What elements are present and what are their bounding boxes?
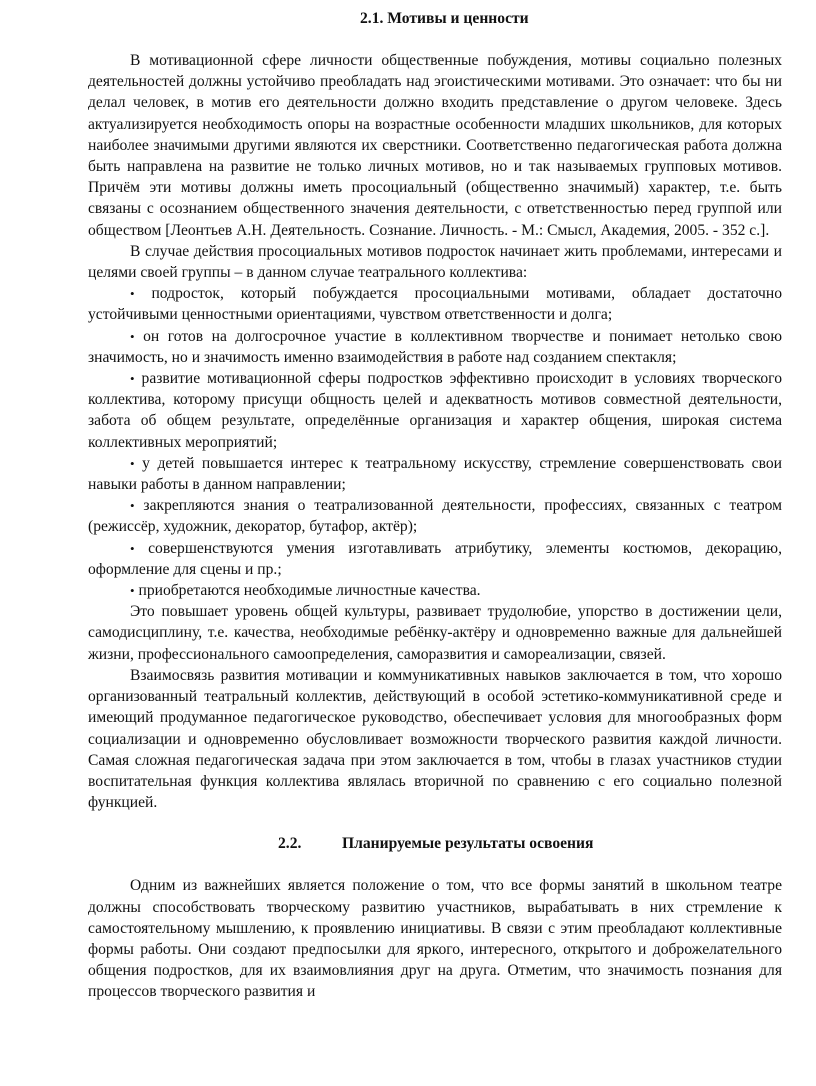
bullet-icon: • (130, 371, 135, 387)
document-body (88, 8, 782, 1003)
list-item (88, 326, 782, 368)
list-item-text: он готов на долгосрочное участие в коллективном творчестве и понимает нетолько свою значимость, но и значимость именно взаимодействия в работе над созданием спектакля; (88, 327, 782, 366)
section-1-paragraph-3: Это повышает уровень общей культуры, развивает трудолюбие, упорство в достижении цели, самодисциплину, т.е. качества, необходимые ребёнку-актёру и одновременно важные для дальнейшей жизни, профессионального самоопределения, саморазвития и самореализации, связей. (88, 603, 782, 663)
list-item (88, 538, 782, 580)
section-1-paragraph-2: В случае действия просоциальных мотивов подросток начинает жить проблемами, интересами и целями своей группы – в данном случае театрального коллектива: (88, 242, 782, 282)
bullet-icon: • (130, 498, 135, 514)
bullet-icon: • (130, 286, 135, 302)
bullet-icon: • (130, 455, 135, 471)
section-1-paragraph-1: В мотивационной сфере личности общественные побуждения, мотивы социально полезных деятельностей должны устойчиво преобладать над эгоистическими мотивами. Это означает: что бы ни делал человек, в мотив его деятельности должно входить представление о другом человеке. Здесь актуализируется необходимость опоры на возрастные особенности младших школьников, для которых наиболее значимыми другими являются их сверстники. Соответственно педагогическая работа должна быть направлена на развитие не только личных мотивов, но и так называемых групповых мотивов. Причём эти мотивы должны иметь просоциальный (общественно значимый) характер, т.е. быть связаны с осознанием общественного значения деятельности, с ответственностью перед группой или обществом [Леонтьев А.Н. Деятельность. Сознание. Личность. - М.: Смысл, Академия, 2005. - 352 с.]. (88, 52, 782, 239)
section-1-paragraph-4: Взаимосвязь развития мотивации и коммуникативных навыков заключается в том, что хорошо организованный театральный коллектив, действующий в особой эстетико-коммуникативной среде и имеющий продуманное педагогическое руководство, обеспечивает условия для многообразных форм социализации и одновременно обусловливает возможности творческого развития каждой личности. Самая сложная педагогическая задача при этом заключается в том, чтобы в глазах участников студии воспитательная функция коллектива являлась вторичной по сравнению с его социально полезной функцией. (88, 666, 782, 812)
list-item (88, 580, 782, 601)
list-item-text: развитие мотивационной сферы подростков эффективно происходит в условиях творческого коллектива, которому присущи общность целей и адекватность мотивов совместной деятельности, забота об общем результате, определённые организация и характер общения, широкая система коллективных мероприятий; (88, 370, 782, 451)
list-item (88, 495, 782, 537)
list-item-text: подросток, который побуждается просоциальными мотивами, обладает достаточно устойчивыми ценностными ориентациями, чувством ответственности и долга; (88, 285, 782, 324)
bullet-icon: • (130, 328, 135, 344)
section-2-paragraph-1: Одним из важнейших является положение о том, что все формы занятий в школьном театре должны способствовать творческому развитию участников, вырабатывать в них стремление к самостоятельному мышлению, к проявлению инициативы. В связи с этим преобладают коллективные формы работы. Они создают предпосылки для яркого, интересного, открытого и доброжелательного общения подростков, для их взаимовлияния друг на друга. Отметим, что значимость познания для процессов творческого развития и (88, 877, 782, 1001)
list-item (88, 453, 782, 495)
bullet-icon: • (130, 540, 135, 556)
section-2-number: 2.2. (278, 835, 302, 853)
list-item-text: совершенствуются умения изготавливать атрибутику, элементы костюмов, декорацию, оформление для сцены и пр.; (88, 539, 782, 578)
bullet-icon: • (130, 583, 135, 599)
bullet-list (88, 283, 782, 601)
section-1-title: 2.1. Мотивы и ценности (360, 10, 529, 27)
section-2-heading (88, 833, 782, 854)
list-item-text: у детей повышается интерес к театральному искусству, стремление совершенствовать свои навыки работы в данном направлении; (88, 454, 782, 494)
list-item-text: закрепляются знания о театрализованной деятельности, профессиях, связанных с театром (режиссёр, художник, декоратор, бутафор, актёр); (88, 497, 782, 536)
section-2-title: Планируемые результаты освоения (342, 835, 594, 853)
list-item-text: приобретаются необходимые личностные качества. (138, 582, 481, 600)
list-item (88, 368, 782, 453)
list-item (88, 283, 782, 325)
